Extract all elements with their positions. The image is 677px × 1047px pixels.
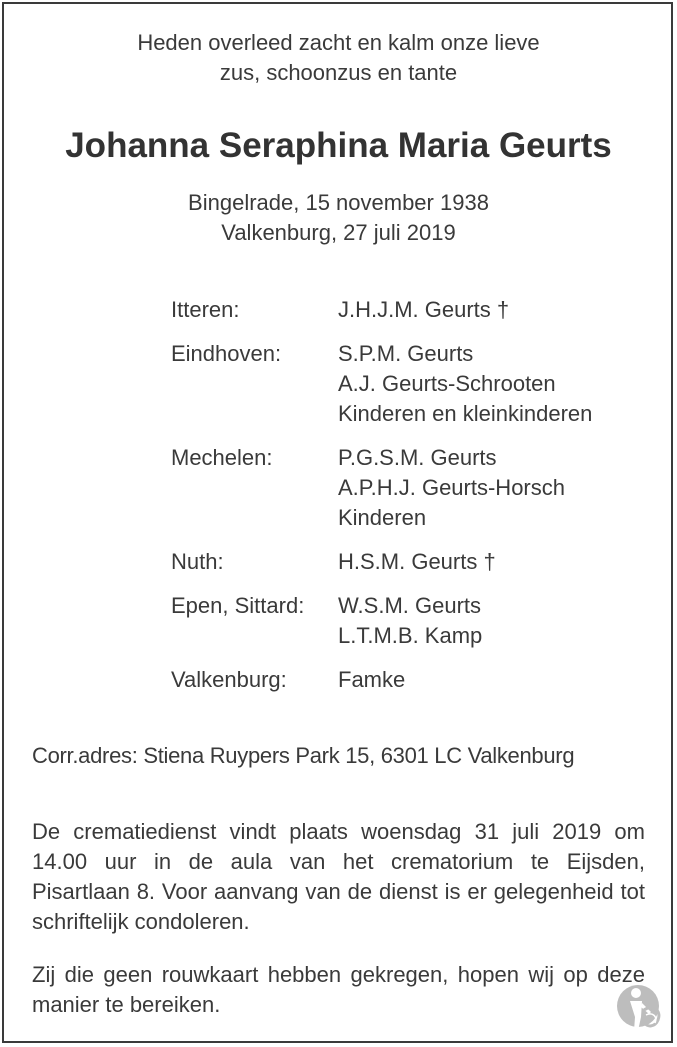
family-member-name: Famke (338, 667, 406, 692)
family-member-name: L.T.M.B. Kamp (338, 623, 483, 648)
family-member-name: A.P.H.J. Geurts-Horsch (338, 475, 565, 500)
family-member-name: J.H.J.M. Geurts † (338, 297, 510, 322)
intro-text (0, 28, 677, 88)
family-place: Epen, Sittard: (171, 593, 305, 618)
closing-text: Zij die geen rouwkaart hebben gekregen, hopen wij op deze manier te bereiken. (32, 962, 645, 1017)
service-details: De crematiedienst vindt plaats woensdag 31 juli 2019 om 14.00 uur in de aula van het crematorium te Eijsden, Pisartlaan 8. Voor aanvang van de dienst is er gelegenheid tot schriftelijk condoleren. (32, 819, 645, 934)
family-row (171, 443, 651, 533)
family-member-name: P.G.S.M. Geurts (338, 445, 497, 470)
family-row (171, 547, 651, 577)
family-member-name: A.J. Geurts-Schrooten (338, 371, 556, 396)
family-names (338, 295, 509, 325)
correspondence-address: Corr.adres: Stiena Ruypers Park 15, 6301 LC Valkenburg (32, 743, 575, 768)
family-list (171, 295, 651, 709)
birth-date: Bingelrade, 15 november 1938 (188, 190, 489, 215)
family-names (338, 591, 482, 651)
family-member-name: Kinderen (338, 505, 427, 530)
family-names (338, 547, 496, 577)
family-member-name: H.S.M. Geurts † (338, 549, 496, 574)
family-names (338, 339, 592, 429)
death-date: Valkenburg, 27 juli 2019 (221, 220, 456, 245)
family-member-name: S.P.M. Geurts (338, 341, 474, 366)
family-place: Nuth: (171, 549, 224, 574)
family-place: Mechelen: (171, 445, 273, 470)
family-row (171, 591, 651, 651)
intro-line-2: zus, schoonzus en tante (219, 60, 458, 85)
family-place: Valkenburg: (171, 667, 287, 692)
family-names (338, 665, 405, 695)
memorial-figure-logo-icon (614, 982, 670, 1038)
family-place: Itteren: (171, 297, 240, 322)
family-row (171, 665, 651, 695)
family-names (338, 443, 565, 533)
life-dates (0, 188, 677, 248)
family-member-name: W.S.M. Geurts (338, 593, 482, 618)
family-place: Eindhoven: (171, 341, 282, 366)
deceased-name: Johanna Seraphina Maria Geurts (65, 126, 612, 165)
family-row (171, 339, 651, 429)
intro-line-1: Heden overleed zacht en kalm onze lieve (137, 30, 540, 55)
family-member-name: Kinderen en kleinkinderen (338, 401, 593, 426)
family-row (171, 295, 651, 325)
